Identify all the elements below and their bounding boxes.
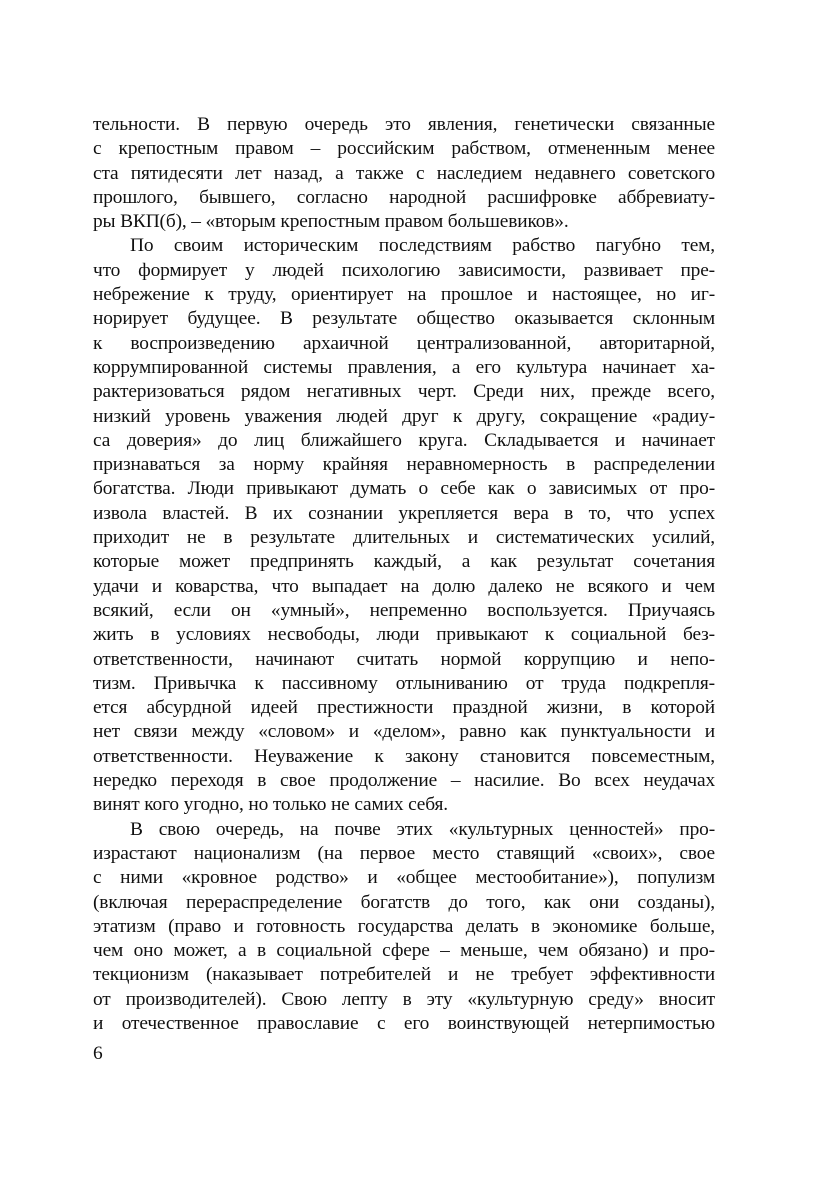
text-line: ста пятидесяти лет назад, а также с наследием недавнего советского (93, 162, 715, 184)
text-line: от производителей). Свою лепту в эту «культурную среду» вносит (93, 988, 715, 1010)
text-line: удачи и коварства, что выпадает на долю далеко не всякого и чем (93, 575, 715, 597)
text-line: винят кого угодно, но только не самих себя. (93, 794, 448, 816)
text-line: которые может предпринять каждый, а как результат сочетания (93, 551, 715, 573)
text-line: приходит не в результате длительных и систематических усилий, (93, 527, 715, 549)
text-line: тизм. Привычка к пассивному отлыниванию от труда подкрепля- (93, 672, 715, 694)
text-line: ответственности. Неуважение к закону становится повсеместным, (93, 745, 715, 767)
text-line: В свою очередь, на почве этих «культурных ценностей» про- (130, 818, 715, 840)
text-line: тельности. В первую очередь это явления, генетически связанные (93, 114, 715, 135)
body-text (93, 113, 715, 1036)
paragraph (93, 818, 715, 1037)
text-line: нет связи между «словом» и «делом», равно как пунктуальности и (93, 721, 715, 743)
text-line: богатства. Люди привыкают думать о себе как о зависимых от про- (93, 478, 715, 500)
text-line: всякий, если он «умный», непременно воспользуется. Приучаясь (93, 599, 715, 621)
page-number: 6 (93, 1043, 103, 1064)
text-line: ответственности, начинают считать нормой коррупцию и непо- (93, 648, 715, 670)
text-line: нередко переходя в свое продолжение – насилие. Во всех неудачах (93, 770, 715, 792)
text-line: чем оно может, а в социальной сфере – меньше, чем обязано) и про- (93, 940, 715, 962)
text-line: этатизм (право и готовность государства делать в экономике больше, (93, 915, 715, 937)
text-line: рактеризоваться рядом негативных черт. Среди них, прежде всего, (93, 381, 715, 403)
text-line: что формирует у людей психологию зависимости, развивает пре- (93, 259, 715, 281)
text-line: норирует будущее. В результате общество оказывается склонным (93, 308, 715, 330)
text-line: к воспроизведению архаичной централизованной, авторитарной, (93, 332, 715, 354)
text-line: ется абсурдной идеей престижности праздной жизни, в которой (93, 697, 715, 719)
text-line: низкий уровень уважения людей друг к другу, сокращение «радиу- (93, 405, 715, 427)
text-line: жить в условиях несвободы, люди привыкают к социальной без- (93, 624, 715, 646)
text-line: с крепостным правом – российским рабством, отмененным менее (93, 138, 715, 160)
text-line: небрежение к труду, ориентирует на прошлое и настоящее, но иг- (93, 284, 715, 306)
text-line: с ними «кровное родство» и «общее местообитание»), популизм (93, 867, 715, 889)
text-line: и отечественное православие с его воинствующей нетерпимостью (93, 1012, 715, 1034)
text-line: ры ВКП(б), – «вторым крепостным правом большевиков». (93, 211, 569, 233)
text-line: По своим историческим последствиям рабство пагубно тем, (130, 235, 715, 257)
text-line: коррумпированной системы правления, а его культура начинает ха- (93, 356, 715, 378)
text-line: са доверия» до лиц ближайшего круга. Складывается и начинает (93, 429, 715, 451)
text-line: признаваться за норму крайняя неравномерность в распределении (93, 454, 715, 476)
text-line: прошлого, бывшего, согласно народной расшифровке аббревиату- (93, 186, 715, 208)
text-line: извола властей. В их сознании укрепляется вера в то, что успех (93, 502, 715, 524)
text-line: израстают национализм (на первое место ставящий «своих», свое (93, 842, 715, 864)
paragraph (93, 113, 715, 234)
paragraph (93, 234, 715, 817)
text-line: текционизм (наказывает потребителей и не требует эффективности (93, 964, 715, 986)
text-line: (включая перераспределение богатств до того, как они созданы), (93, 891, 715, 913)
